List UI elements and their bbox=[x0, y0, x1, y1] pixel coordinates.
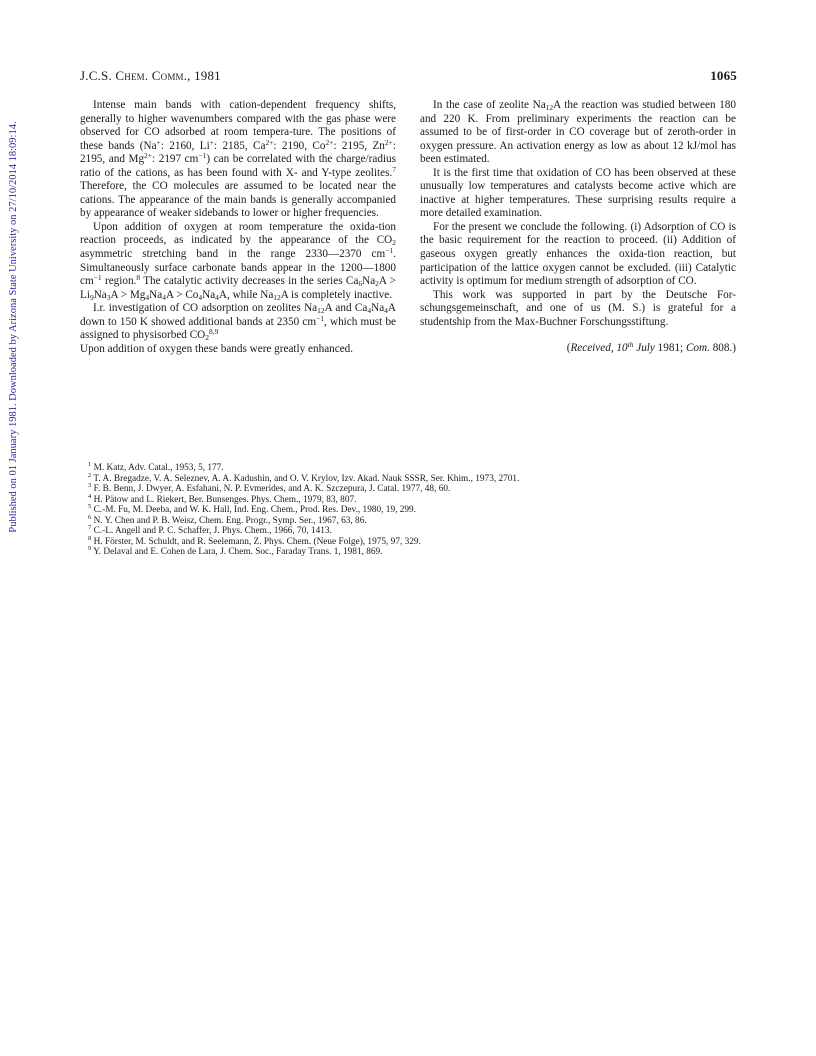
reference-item: $^6$ N. Y. Chen and P. B. Weisz, Chem. Eng. Progr., Symp. Ser., 1967, 63, 86. bbox=[88, 513, 367, 526]
received-date: (Received, 10th July 1981; Com. 808.) bbox=[566, 340, 736, 355]
paragraph-na12a-reaction: In the case of zeolite $Na_{12}A$ the reaction was studied between 180 and 220 K. From preliminary experiments the reaction can be assumed to be of first-order in CO coverage but of zeroth-order in oxygen pressure. An activation energy as low as about 12 kJ/mol has been estimated. bbox=[420, 99, 736, 166]
citation-ref-8-9[interactable]: 8,9 bbox=[208, 327, 219, 337]
paragraph-acknowledgements: This work was supported in part by the Deutsche For-schungsgemeinschaft, and one of us (M. S.) is grateful for a studentship from the Max-Buchner Forschungsstiftung. bbox=[420, 288, 736, 328]
reference-item: $^7$ C.-L. Angell and P. C. Schaffer, J. Phys. Chem., 1966, 70, 1413. bbox=[88, 524, 332, 536]
paragraph-ir-investigation: I.r. investigation of CO adsorption on zeolites $Na_{12}A$ and $Ca_4Na_4A$ down to 150 K showed additional bands at 2350 $cm^{-1}$, which must be assigned to physisorbed $CO_2^{8,9}$ Upon addition of oxygen these bands were greatly enhanced. bbox=[80, 302, 396, 355]
reference-item: $^2$ T. A. Bregadze, V. A. Seleznev, A. A. Kadushin, and O. V. Krylov, Izv. Akad. Nauk SSSR, Ser. Khim., 1973, 2701. bbox=[88, 471, 520, 484]
citation-ref-8[interactable]: 8 bbox=[136, 273, 141, 283]
journal-citation bbox=[80, 68, 221, 84]
paragraph-oxidation: Upon addition of oxygen at room temperature the oxida-tion reaction proceeds, as indicated by the appearance of the $CO_2$ asymmetric stretching band in the range 2330—2370 $cm^{-1}$. Simultaneously surface carbonate bands appear in the 1200—1800 $cm^{-1}$ region.$^8$ The catalytic activity decreases in the series $Ca_6Na_2A > Li_9Na_3A > Mg_4Na_4A > Co_4Na_4A$, while $Na_{12}A$ is completely inactive. bbox=[80, 220, 396, 302]
journal-year: , 1981 bbox=[187, 68, 221, 83]
reference-item: $^1$ M. Katz, Adv. Catal., 1953, 5, 177. bbox=[88, 461, 224, 473]
journal-prefix: J.C.S. bbox=[80, 68, 116, 83]
reference-item: $^4$ H. Pätow and L. Riekert, Ber. Bunsenges. Phys. Chem., 1979, 83, 807. bbox=[88, 492, 357, 505]
citation-ref-7[interactable]: 7 bbox=[392, 164, 396, 174]
download-notice-link[interactable]: Published on 01 January 1981. Downloaded by Arizona State University on 27/10/2014 18:09:14. bbox=[8, 121, 19, 533]
reference-item: $^5$ C.-M. Fu, M. Deeba, and W. K. Hall, Ind. Eng. Chem., Prod. Res. Dev., 1980, 19, 299. bbox=[88, 503, 417, 515]
paragraph-band-positions: Intense main bands with cation-dependent frequency shifts, generally to higher wavenumbers compared with the gas phase were observed for CO adsorbed at room tempera-ture. The positions of these bands (Na+: 2160, Li+: 2185, $Ca^{2+}$: 2190, $Co^{2+}$: 2195, $Zn^{2+}$: 2195, and $Mg^{2+}$: 2197 $cm^{-1}$) can be correlated with the charge/radius ratio of the cations, as has been found with X- and Y-type zeolites.$^7$ Therefore, the CO molecules are assumed to be located near the cations. The appearance of the main bands is generally accompanied by appearance of weaker sidebands to lower or higher frequencies. bbox=[80, 99, 396, 220]
reference-item: $^9$ Y. Delaval and E. Cohen de Lara, J. Chem. Soc., Faraday Trans. 1, 1981, 869. bbox=[88, 545, 383, 557]
reference-item: $^8$ H. Förster, M. Schuldt, and R. Seelemann, Z. Phys. Chem. (Neue Folge), 1975, 97, 329. bbox=[88, 534, 421, 547]
running-head bbox=[80, 68, 737, 84]
page-number: 1065 bbox=[710, 68, 737, 83]
paragraph-first-time: It is the first time that oxidation of CO has been observed at these unusually low temperatures and catalysts become active which are inactive at higher temperatures. These surprising results require a more detailed examination. bbox=[420, 166, 736, 220]
reference-item: $^3$ F. B. Benn, J. Dwyer, A. Esfahani, N. P. Evmerides, and A. K. Szczepura, J. Catal. 1977, 48, 60. bbox=[88, 482, 451, 494]
download-notice[interactable] bbox=[8, 112, 22, 542]
right-column bbox=[420, 99, 736, 356]
paragraph-conclusions: For the present we conclude the following. (i) Adsorption of CO is the basic requirement for the reaction to proceed. (ii) Addition of gaseous oxygen greatly enhances the oxida-tion reaction, but participation of the lattice oxygen cannot be excluded. (iii) Catalytic activity is optimum for medium strength of adsorption of CO. bbox=[420, 220, 736, 288]
left-column bbox=[80, 99, 396, 356]
journal-title: Chem. Comm. bbox=[115, 68, 188, 83]
references-list bbox=[88, 463, 748, 558]
